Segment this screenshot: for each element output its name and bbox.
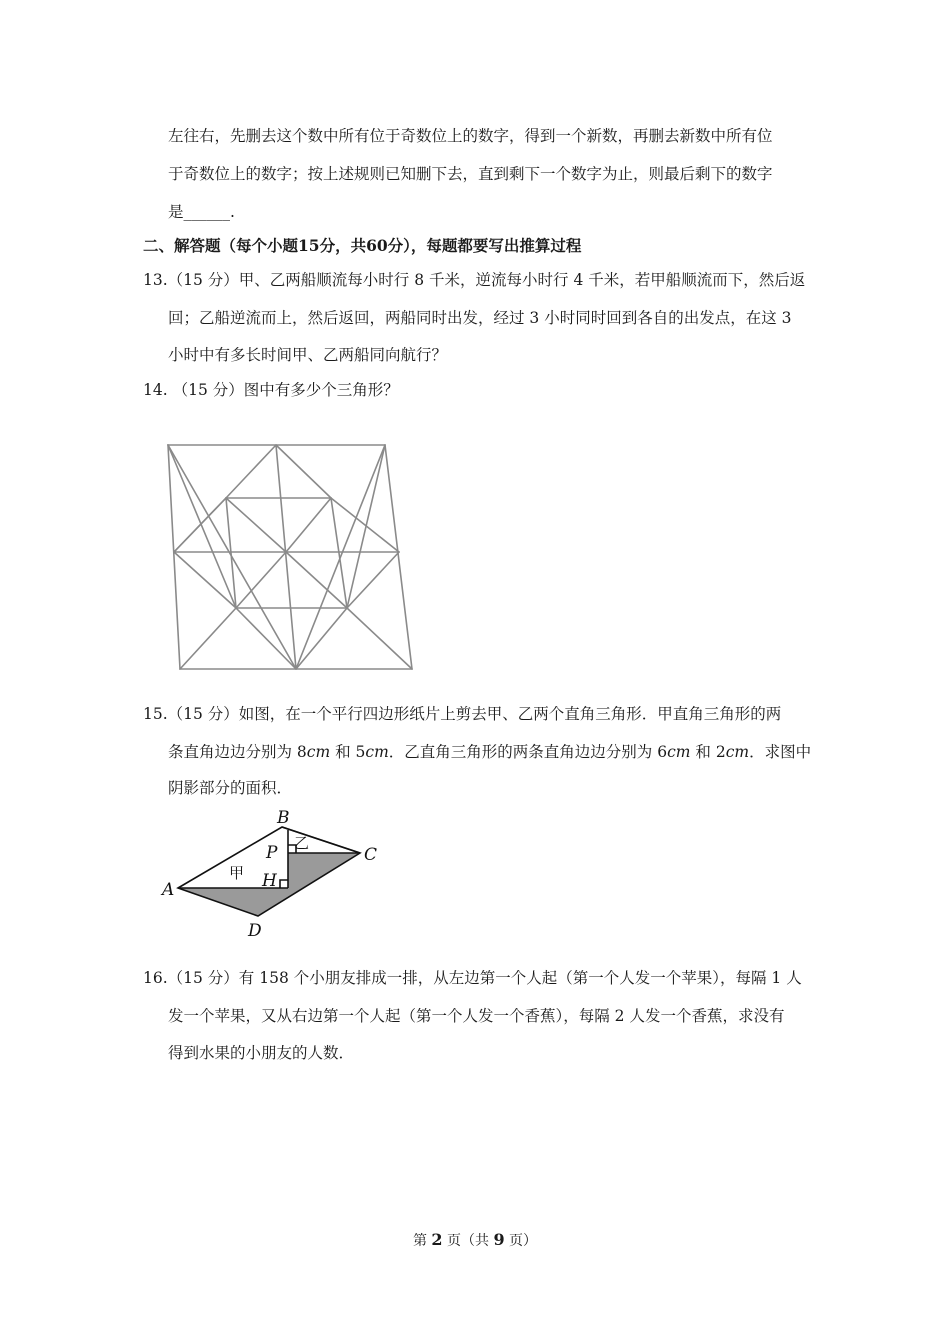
q16-line-3: 得到水果的小朋友的人数． <box>168 1044 355 1062</box>
q15-line-3: 阴影部分的面积． <box>168 779 293 797</box>
q15-line-1: 15.（15 分）如图，在一个平行四边形纸片上剪去甲、乙两个直角三角形．甲直角三角形的两 <box>143 705 782 723</box>
q16-line-2: 发一个苹果，又从右边第一个人起（第一个人发一个香蕉），每隔 2 人发一个香蕉，求没有 <box>168 1007 785 1025</box>
q12-line-2: 于奇数位上的数字；按上述规则已知删下去，直到剩下一个数字为止，则最后剩下的数字 <box>168 165 773 183</box>
label-yi: 乙 <box>294 834 310 852</box>
q12-line-1: 左往右，先删去这个数中所有位于奇数位上的数字，得到一个新数，再删去新数中所有位 <box>168 127 773 145</box>
q13-line-3: 小时中有多长时间甲、乙两船同向航行？ <box>168 346 448 364</box>
label-h: H <box>262 871 277 891</box>
q16-line-1: 16.（15 分）有 158 个小朋友排成一排，从左边第一个人起（第一个人发一个苹果），每隔 1 人 <box>143 969 802 987</box>
q12-line-3: 是______. <box>168 203 235 221</box>
label-a: A <box>162 880 175 900</box>
label-b: B <box>277 808 290 828</box>
current-page: 2 <box>431 1230 443 1249</box>
q13-line-1: 13.（15 分）甲、乙两船顺流每小时行 8 千米，逆流每小时行 4 千米，若甲船顺流而下，然后返 <box>143 271 806 289</box>
q15-parallelogram-figure <box>160 805 390 945</box>
total-pages: 9 <box>493 1230 505 1249</box>
section-2-heading: 二、解答题（每个小题15分，共60分），每题都要写出推算过程 <box>143 236 582 255</box>
q14-line-1: 14. （15 分）图中有多少个三角形？ <box>143 381 399 399</box>
label-jia: 甲 <box>229 864 245 882</box>
q13-line-2: 回；乙船逆流而上，然后返回，两船同时出发，经过 3 小时同时回到各自的出发点，在这 3 <box>168 309 792 327</box>
page-footer: 第 2 页（共 9 页） <box>412 1230 538 1249</box>
q15-line-2: 条直角边边分别为 8cm 和 5cm．乙直角三角形的两条直角边边分别为 6cm 和 2cm．求图中 <box>168 743 812 761</box>
label-d: D <box>248 921 262 941</box>
label-p: P <box>266 843 278 863</box>
label-c: C <box>364 845 378 865</box>
q14-triangle-grid-figure <box>160 438 422 678</box>
